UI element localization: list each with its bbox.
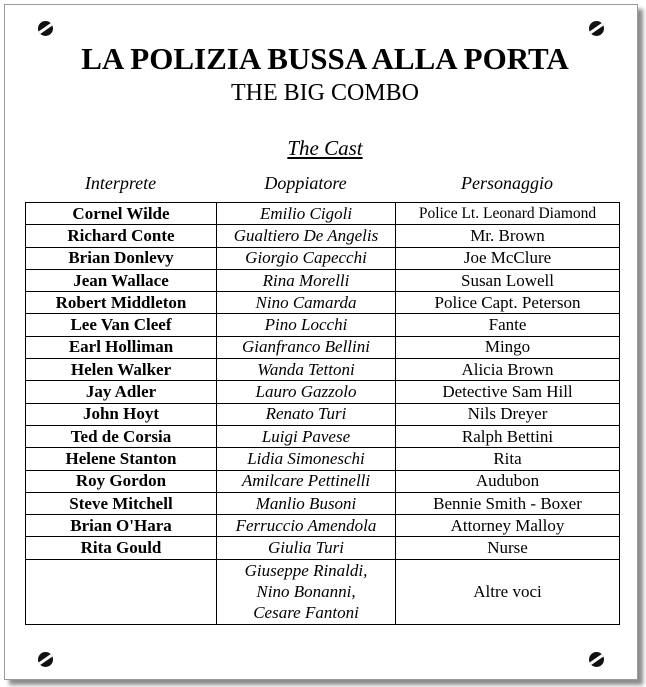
dubber-cell: Luigi Pavese [217, 425, 396, 447]
table-row [26, 381, 620, 403]
table-row [26, 292, 620, 314]
actor-cell: Lee Van Cleef [26, 314, 217, 336]
table-row [26, 448, 620, 470]
dubber-cell: Nino Camarda [217, 292, 396, 314]
table-row [26, 515, 620, 537]
role-cell: Nils Dreyer [396, 403, 620, 425]
actor-cell: Steve Mitchell [26, 492, 217, 514]
cast-table [25, 202, 620, 625]
cast-plaque [4, 4, 638, 680]
role-cell: Fante [396, 314, 620, 336]
role-cell: Mingo [396, 336, 620, 358]
actor-cell: Brian O'Hara [26, 515, 217, 537]
actor-cell: Richard Conte [26, 225, 217, 247]
role-cell: Bennie Smith - Boxer [396, 492, 620, 514]
dubber-cell: Rina Morelli [217, 269, 396, 291]
dubber-cell: Giorgio Capecchi [217, 247, 396, 269]
table-row [26, 403, 620, 425]
role-cell: Altre voci [396, 559, 620, 624]
table-row [26, 470, 620, 492]
dubber-cell: Renato Turi [217, 403, 396, 425]
actor-cell: John Hoyt [26, 403, 217, 425]
dubber-cell: Amilcare Pettinelli [217, 470, 396, 492]
actor-cell: Earl Holliman [26, 336, 217, 358]
dubber-cell: Wanda Tettoni [217, 359, 396, 381]
table-row [26, 559, 620, 624]
table-row [26, 336, 620, 358]
dubber-cell: Emilio Cigoli [217, 203, 396, 225]
screw-icon [38, 21, 53, 36]
page-title: LA POLIZIA BUSSA ALLA PORTA [81, 41, 569, 76]
cast-heading: The Cast [287, 136, 363, 160]
dubber-cell [217, 559, 396, 624]
actor-cell: Cornel Wilde [26, 203, 217, 225]
table-row [26, 247, 620, 269]
role-cell: Rita [396, 448, 620, 470]
role-cell: Audubon [396, 470, 620, 492]
actor-cell: Roy Gordon [26, 470, 217, 492]
actor-cell [26, 559, 217, 624]
table-row [26, 203, 620, 225]
actor-cell: Jean Wallace [26, 269, 217, 291]
dubber-cell: Manlio Busoni [217, 492, 396, 514]
actor-cell: Jay Adler [26, 381, 217, 403]
cast-table-body [26, 203, 620, 625]
role-cell: Nurse [396, 537, 620, 559]
role-cell: Detective Sam Hill [396, 381, 620, 403]
dubber-cell: Ferruccio Amendola [217, 515, 396, 537]
table-row [26, 225, 620, 247]
actor-cell: Helen Walker [26, 359, 217, 381]
dubber-cell: Lidia Simoneschi [217, 448, 396, 470]
role-cell: Mr. Brown [396, 225, 620, 247]
table-row [26, 425, 620, 447]
table-row [26, 269, 620, 291]
dubber-cell: Gianfranco Bellini [217, 336, 396, 358]
role-cell: Ralph Bettini [396, 425, 620, 447]
actor-cell: Robert Middleton [26, 292, 217, 314]
dubber-cell: Pino Locchi [217, 314, 396, 336]
role-cell: Joe McClure [396, 247, 620, 269]
dubber-cell: Gualtiero De Angelis [217, 225, 396, 247]
page-subtitle: THE BIG COMBO [230, 80, 419, 106]
column-header-actor: Interprete [84, 173, 157, 193]
dubber-cell: Lauro Gazzolo [217, 381, 396, 403]
table-row [26, 492, 620, 514]
actor-cell: Ted de Corsia [26, 425, 217, 447]
dubber-line: Nino Bonanni, [256, 582, 356, 602]
actor-cell: Rita Gould [26, 537, 217, 559]
actor-cell: Brian Donlevy [26, 247, 217, 269]
role-cell: Attorney Malloy [396, 515, 620, 537]
dubber-line: Giuseppe Rinaldi, [244, 561, 368, 581]
screw-icon [38, 652, 53, 667]
role-cell: Police Capt. Peterson [396, 292, 620, 314]
screw-icon [589, 652, 604, 667]
dubber-line: Cesare Fantoni [253, 603, 359, 623]
role-cell: Alicia Brown [396, 359, 620, 381]
actor-cell: Helene Stanton [26, 448, 217, 470]
column-header-dubber: Doppiatore [264, 173, 347, 193]
role-cell: Police Lt. Leonard Diamond [396, 203, 620, 225]
table-row [26, 314, 620, 336]
table-row [26, 537, 620, 559]
dubber-cell: Giulia Turi [217, 537, 396, 559]
table-row [26, 359, 620, 381]
column-header-role: Personaggio [461, 173, 553, 193]
role-cell: Susan Lowell [396, 269, 620, 291]
screw-icon [589, 21, 604, 36]
